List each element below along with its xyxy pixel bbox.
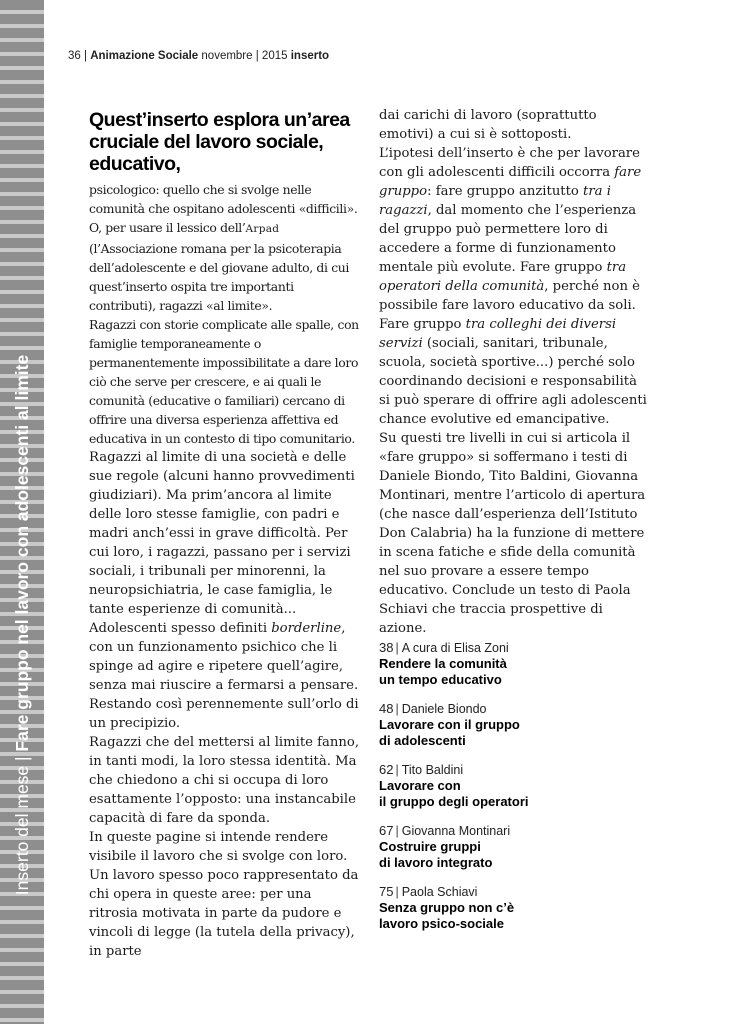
left-paragraph-1 [89, 180, 361, 315]
issue-month: novembre [198, 50, 256, 62]
section-side-label [11, 315, 33, 935]
emphasis: tra i ragazzi [379, 184, 611, 218]
toc-title-line: il gruppo degli operatori [379, 794, 529, 809]
text-run: (sociali, sanitari, tribunale, scuola, società sportive...) perché solo coordinando decisioni e responsabilità si può sperare di offrire agli adolescenti chance evolutive ed emancipative. [379, 336, 647, 427]
text-run: psicologico: quello che si svolge nelle comunità che ospitano adolescenti «difficili». O, per usare il lessico dell’ [89, 182, 358, 235]
toc-page-number: 38 [379, 640, 394, 655]
left-column [89, 180, 361, 961]
toc-title-line: Senza gruppo non c’è [379, 900, 515, 915]
side-strip [0, 0, 44, 1024]
toc-page-number: 62 [379, 762, 394, 777]
toc-author: Giovanna Montinari [401, 824, 511, 838]
insert-title: Quest’inserto esplora un’area cruciale del lavoro sociale, educativo, [89, 109, 350, 175]
toc-separator: | [395, 824, 399, 838]
text-run: L’ipotesi dell’inserto è che per lavorare con gli adolescenti difficili occorra [379, 146, 640, 180]
toc-meta [379, 762, 659, 778]
text-run: , con un funzionamento psichico che li spinge ad agire e ripetere quell’agire, senza mai riuscire a fermarsi a pensare. Restando così perennemente sull’orlo di un precipizio. [89, 621, 359, 731]
toc-title-line: di lavoro integrato [379, 855, 493, 870]
text-run: , dal momento che l’esperienza del gruppo può permettere loro di accedere a forme di funzionamento mentale più evolute. Fare gruppo [379, 203, 637, 275]
header-separator: | [80, 50, 91, 62]
toc-page-number: 75 [379, 884, 394, 899]
toc-author: Tito Baldini [401, 763, 464, 777]
right-paragraph-2 [379, 144, 651, 429]
toc-separator: | [395, 702, 399, 716]
emphasis: borderline [271, 621, 342, 636]
text-run: (l’Associazione romana per la psicoterapia dell’adolescente e del giovane adulto, di cui quest’inserto ospita tre importanti contributi), ragazzi «al limite». [89, 241, 350, 313]
toc-title-line: Costruire gruppi [379, 839, 481, 854]
toc-meta [379, 701, 659, 717]
toc-author: Paola Schiavi [401, 885, 478, 899]
left-paragraph-4 [89, 619, 361, 733]
issue-year: 2015 [258, 50, 291, 62]
right-paragraph-3: Su questi tre livelli in cui si articola il «fare gruppo» si soffermano i testi di Daniele Biondo, Tito Baldini, Giovanna Montinari, mentre l’articolo di apertura (che nasce dall’esperienza dell’Istituto Don Calabria) ha la funzione di mettere in scena fatiche e sfide della comunità nel suo provare a essere tempo educativo. Conclude un testo di Paola Schiavi che traccia prospettive di azione. [379, 431, 646, 636]
page-number: 36 [68, 50, 81, 62]
text-run: , perché non è possibile fare lavoro educativo da soli. Fare gruppo [379, 279, 640, 332]
text-run: Adolescenti spesso definiti [89, 621, 272, 636]
toc-meta [379, 884, 659, 900]
table-of-contents [379, 640, 659, 945]
toc-separator: | [395, 885, 399, 899]
left-paragraph-3: Ragazzi al limite di una società e delle sue regole (alcuni hanno provvedimenti giudiziari). Ma prim’ancora al limite delle loro stesse famiglie, con padri e madri anch’essi in grave difficoltà. Per cui loro, i ragazzi, passano per i servizi sociali, i tribunali per minorenni, la neuropsichiatria, le case famiglia, le tante esperienze di comunità... [89, 450, 355, 617]
emphasis: tra operatori della comunità [379, 260, 627, 294]
toc-separator: | [395, 641, 399, 655]
toc-author: A cura di Elisa Zoni [401, 641, 509, 655]
toc-author: Daniele Biondo [401, 702, 487, 716]
toc-title-line: un tempo educativo [379, 672, 502, 687]
magazine-name: Animazione Sociale [90, 50, 199, 62]
toc-meta [379, 823, 659, 839]
arpad-acronym: Arpad [245, 223, 280, 235]
section-name: inserto [290, 50, 330, 62]
toc-title-line: Rendere la comunità [379, 656, 507, 671]
right-paragraph-1: dai carichi di lavoro (soprattutto emotivi) a cui si è sottoposti. [379, 108, 597, 142]
toc-entry[interactable] [379, 701, 659, 749]
toc-entry[interactable] [379, 762, 659, 810]
left-paragraph-5: Ragazzi che del mettersi al limite fanno, in tanti modi, la loro stessa identità. Ma che chiedono a chi si occupa di loro esattamente l’opposto: una instancabile capacità di fare da sponda. [89, 735, 360, 826]
toc-entry[interactable] [379, 884, 659, 932]
side-label-title: Fare gruppo nel lavoro con adolescenti al limite [12, 354, 32, 752]
toc-entry[interactable] [379, 823, 659, 871]
toc-title-line: lavoro psico-sociale [379, 916, 504, 931]
toc-title-line: di adolescenti [379, 733, 466, 748]
running-header: 36 | Animazione Sociale novembre | 2015 inserto [68, 50, 330, 62]
toc-meta [379, 640, 659, 656]
right-column [379, 106, 651, 638]
side-label-prefix: Inserto del mese | [12, 751, 32, 896]
emphasis: tra colleghi dei diversi servizi [379, 317, 617, 351]
emphasis: fare gruppo [379, 165, 642, 199]
toc-page-number: 67 [379, 823, 394, 838]
toc-page-number: 48 [379, 701, 394, 716]
toc-separator: | [395, 763, 399, 777]
toc-entry[interactable] [379, 640, 659, 688]
left-paragraph-6: In queste pagine si intende rendere visibile il lavoro che si svolge con loro. Un lavoro spesso poco rappresentato da chi opera in queste aree: per una ritrosia motivata in parte da pudore e vincoli di legge (la tutela della privacy), in parte [89, 830, 359, 959]
toc-title-line: Lavorare con [379, 778, 461, 793]
toc-title-line: Lavorare con il gruppo [379, 717, 520, 732]
left-paragraph-2: Ragazzi con storie complicate alle spalle, con famiglie temporaneamente o permanentemente impossibilitate a dare loro ciò che serve per crescere, e ai quali le comunità (educative o familiari) cercano di offrire una diversa esperienza affettiva ed educativa in un contesto di tipo comunitario. [89, 317, 359, 446]
text-run: : fare gruppo anzitutto [427, 184, 584, 199]
